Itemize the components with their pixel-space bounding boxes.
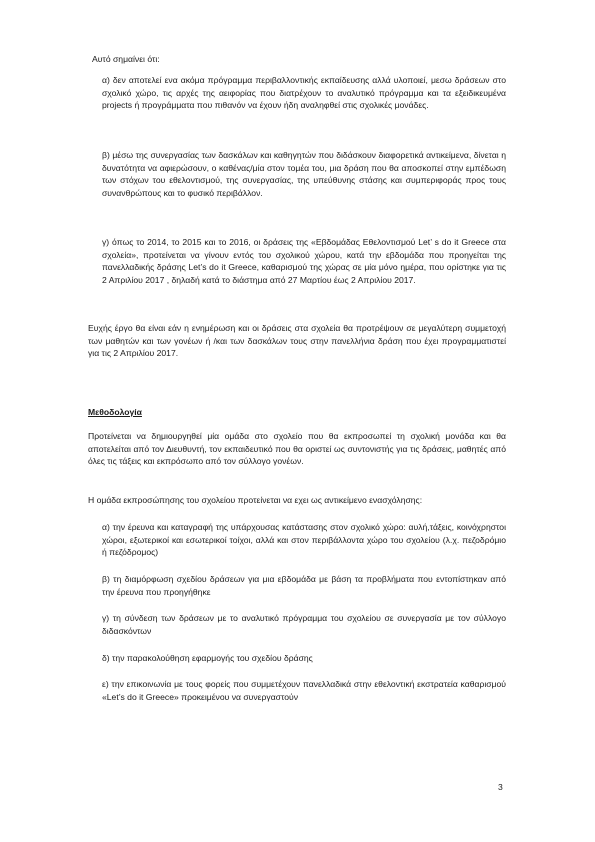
item-c-top: γ) όπως το 2014, το 2015 και το 2016, οι δράσεις της «Εβδομάδας Εθελοντισμού Let’ s do it Greece στα σχολεία», προτείνεται να γίνουν εντός του σχολικού χώρου, κατά την εβδομάδα που προηγείται της πανελλαδικής δράσης Let’s do it Greece, καθαρισμού της χώρας σε μία μόνο ημέρα, που ορίστηκε για τις 2 Απριλίου 2017 , δηλαδή κατά το διάστημα από 27 Μαρτίου έως 2 Απριλίου 2017. xyxy=(102,237,506,285)
team-intro: Η ομάδα εκπροσώπησης του σχολείου προτείνεται να εχει ως αντικείμενο ενασχόλησης: xyxy=(88,495,423,505)
item-b-top: β) μέσω της συνεργασίας των δασκάλων και καθηγητών που διδάσκουν διαφορετικά αντικείμενα, δίνεται η δυνατότητα να αφιερώσουν, ο καθένας/μία στον τομέα του, μια δράση που θα αποσκοπεί στην εμπέδωση των στόχων του εθελοντισμού, της συνεργασίας, της υπεύθυνης στάσης και συμπεριφοράς προς τους συνανθρώπους και το φυσικό περιβάλλον. xyxy=(102,150,506,198)
intro-line: Αυτό σημαίνει ότι: xyxy=(92,54,160,64)
item-a-bottom: α) την έρευνα και καταγραφή της υπάρχουσας κατάστασης στον σχολικό χώρο: αυλή,τάξεις, κοινόχρηστοι χώροι, εξωτερικοί και εσωτερικοί τοίχοι, αλλά και στον περιβάλλοντα χώρο του σχολείου (λ.χ. πεζοδρόμιο ή πεζόδρομος) xyxy=(102,522,506,558)
item-c-bottom: γ) τη σύνδεση των δράσεων με το αναλυτικό πρόγραμμα του σχολείου σε συνεργασία με τον σύλλογο διδασκόντων xyxy=(102,613,506,636)
wish-paragraph: Ευχής έργο θα είναι εάν η ενημέρωση και οι δράσεις στα σχολεία θα προτρέψουν σε μεγαλύτερη συμμετοχή των μαθητών και των γονέων ή /και των δασκάλων τους στην πανελλήνια δράση που έχει προγραμματιστεί για τις 2 Απριλίου 2017. xyxy=(88,323,506,359)
methodology-paragraph: Προτείνεται να δημιουργηθεί μία ομάδα στο σχολείο που θα εκπροσωπεί τη σχολική μονάδα και θα αποτελείται από τον Διευθυντή, τον εκπαιδευτικό που θα οριστεί ως συντονιστής για τις δράσεις, μαθητές από όλες τις τάξεις και εκπρόσωπο από τον σύλλογο γονέων. xyxy=(88,431,506,467)
item-d-bottom: δ) την παρακολούθηση εφαρμογής του σχεδίου δράσης xyxy=(102,653,313,663)
methodology-heading: Μεθοδολογία xyxy=(88,407,142,417)
page-number: 3 xyxy=(498,782,503,792)
item-a-top: α) δεν αποτελεί ενα ακόμα πρόγραμμα περιβαλλοντικής εκπαίδευσης αλλά υλοποιεί, μεσω δράσεων στο σχολικό χώρο, τις αρχές της αειφορίας που διατρέχουν το αναλυτικό πρόγραμμα και τα εξειδικευμένα projects ή προγράμματα που πιθανόν να έχουν ήδη αναληφθεί στις σχολικές μονάδες. xyxy=(102,75,506,111)
item-b-bottom: β) τη διαμόρφωση σχεδίου δράσεων για μια εβδομάδα με βάση τα προβλήματα που εντοπίστηκαν από την έρευνα που προηγήθηκε xyxy=(102,574,506,597)
item-e-bottom: ε) την επικοινωνία με τους φορείς που συμμετέχουν πανελλαδικά στην εθελοντική εκστρατεία καθαρισμού «Let’s do it Greece» προκειμένου να συνεργαστούν xyxy=(102,679,506,702)
